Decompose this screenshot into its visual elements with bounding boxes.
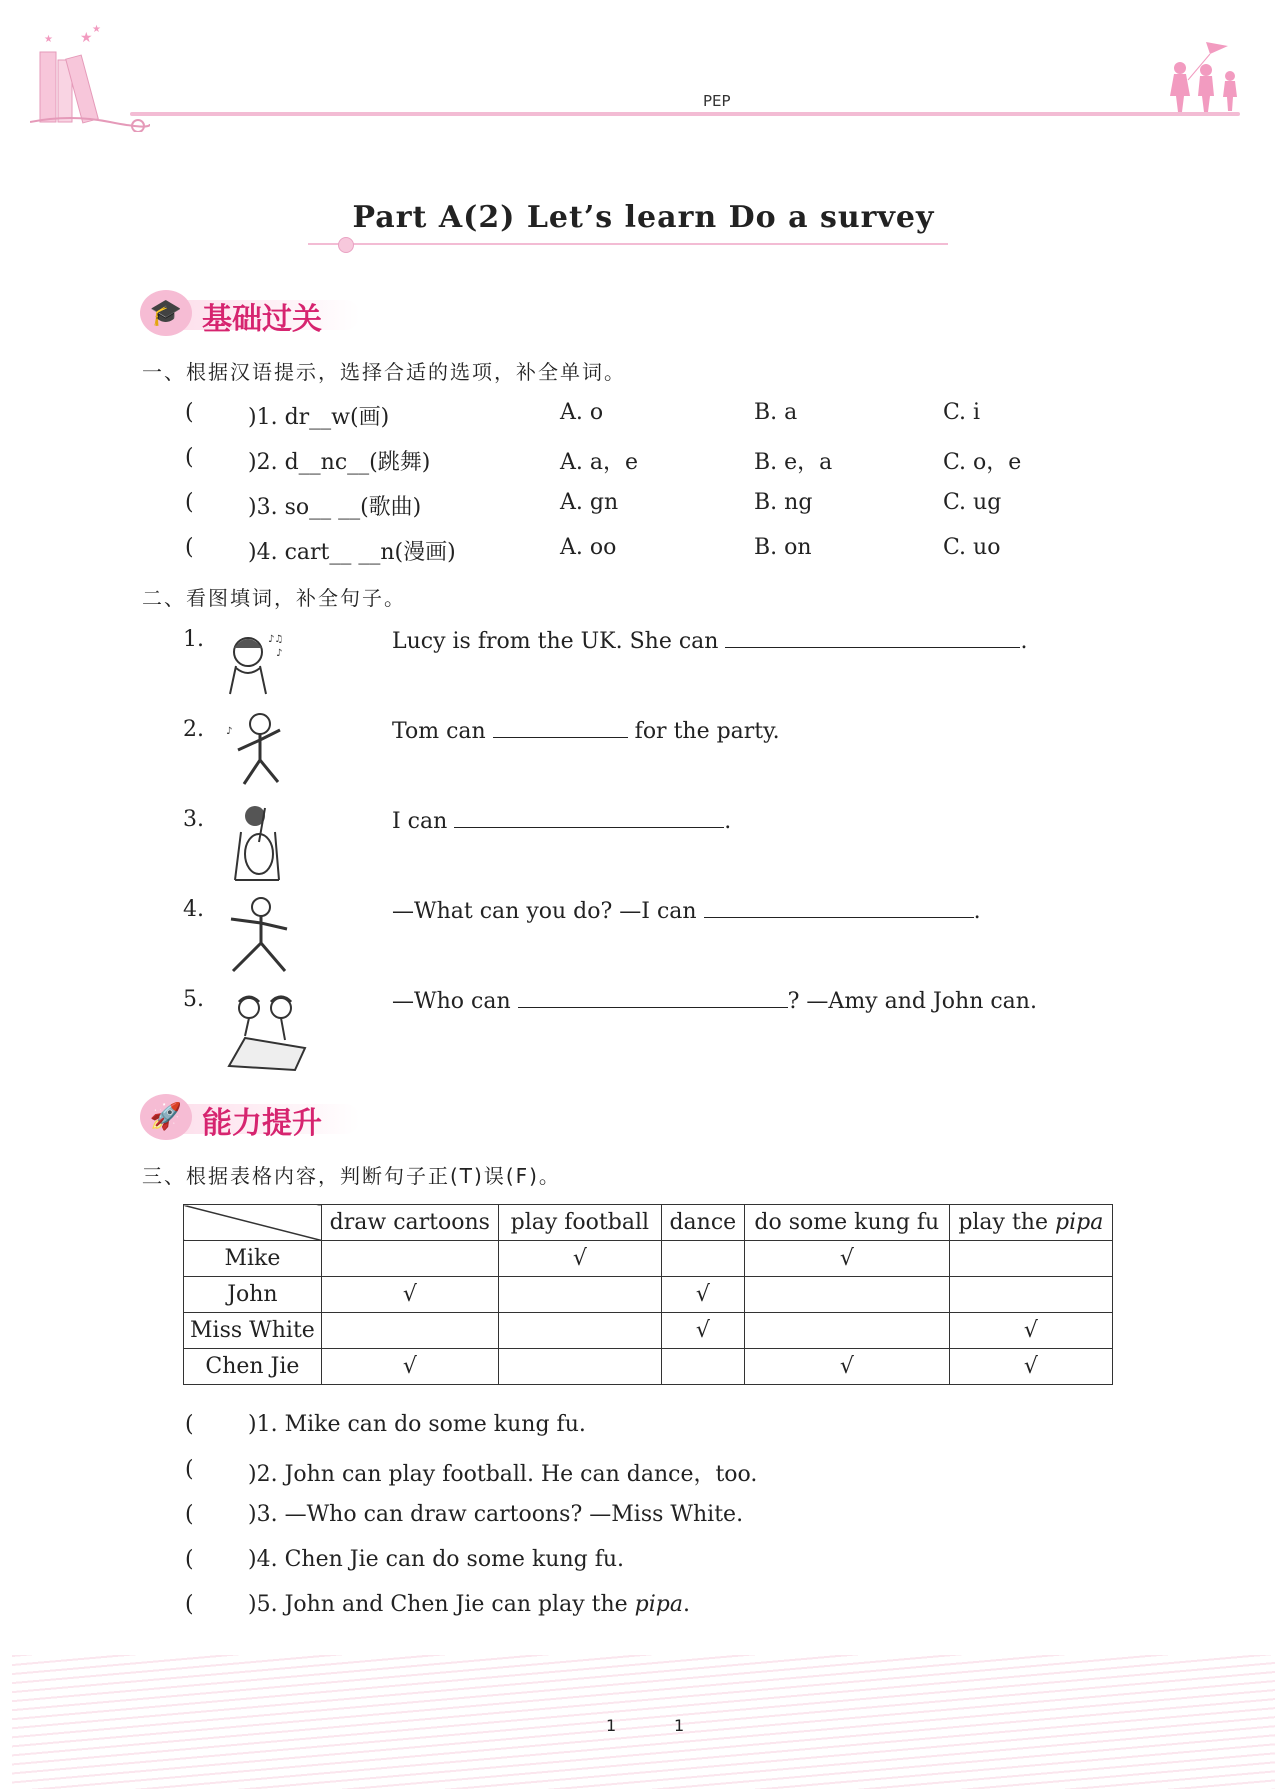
svg-text:♪: ♪ <box>276 648 283 659</box>
table-cell: √ <box>661 1277 744 1313</box>
picture-drawing-kids <box>225 992 305 1062</box>
header-italic: pipa <box>1055 1210 1104 1235</box>
statement-italic: pipa <box>634 1592 683 1617</box>
table-row <box>184 1277 1113 1313</box>
table-cell: √ <box>661 1313 744 1349</box>
header-kids <box>1158 40 1248 115</box>
q1-stem: )2. d__nc__(跳舞) <box>248 450 431 475</box>
survey-table <box>183 1204 1113 1385</box>
table-cell: √ <box>321 1349 498 1385</box>
q3-statement: )1. Mike can do some kung fu. <box>248 1412 586 1437</box>
table-header-row <box>184 1205 1113 1241</box>
q1-stem: )1. dr__w(画) <box>248 405 390 430</box>
table-cell <box>661 1241 744 1277</box>
kung-fu-icon <box>225 895 295 977</box>
drawing-kids-icon <box>225 992 307 1072</box>
graduation-cap-icon: 🎓 <box>140 290 192 336</box>
table-cell <box>744 1277 949 1313</box>
q2-number: 1. <box>183 627 204 652</box>
answer-paren[interactable]: ( <box>185 400 194 425</box>
table-cell <box>498 1313 661 1349</box>
svg-text:♪♫: ♪♫ <box>268 634 284 645</box>
row-name: John <box>184 1277 322 1313</box>
table-row <box>184 1313 1113 1349</box>
table-row <box>184 1241 1113 1277</box>
sentence-text: Tom can <box>392 719 486 744</box>
table-cell: √ <box>321 1277 498 1313</box>
table-cell: √ <box>949 1313 1112 1349</box>
sentence-text: —What can you do? —I can <box>392 899 697 924</box>
section-banner-advanced <box>140 1094 370 1142</box>
banner-label: 基础过关 <box>202 302 322 337</box>
table-cell <box>498 1349 661 1385</box>
picture-dancing-boy <box>220 710 300 780</box>
option-b: B. e，a <box>754 450 833 475</box>
title-dot <box>338 237 354 253</box>
dancing-boy-icon <box>220 710 300 790</box>
table-cell <box>949 1241 1112 1277</box>
section-banner-basic <box>140 290 370 338</box>
table-row <box>184 1349 1113 1385</box>
q3-statement: )3. —Who can draw cartoons? —Miss White. <box>248 1502 744 1527</box>
q2-instruction: 二、看图填词，补全句子。 <box>142 586 406 610</box>
answer-paren[interactable]: ( <box>185 1547 194 1572</box>
page-number-right: 1 <box>674 1716 685 1735</box>
table-cell: √ <box>949 1349 1112 1385</box>
q2-sentence <box>392 627 1027 654</box>
sentence-end: . <box>724 809 732 834</box>
svg-text:★: ★ <box>80 30 93 46</box>
svg-text:★: ★ <box>44 34 53 45</box>
q3-statement <box>248 1592 690 1617</box>
q2-number: 2. <box>183 717 204 742</box>
answer-blank[interactable] <box>704 897 974 918</box>
option-a: A. oo <box>560 535 617 560</box>
q3-instruction: 三、根据表格内容，判断句子正(T)误(F)。 <box>142 1164 561 1188</box>
sentence-end: . <box>973 899 981 924</box>
svg-text:★: ★ <box>92 24 101 35</box>
sentence-text: Lucy is from the UK. She can <box>392 629 719 654</box>
answer-paren[interactable]: ( <box>185 1457 194 1482</box>
table-header: play football <box>498 1205 661 1241</box>
table-header: do some kung fu <box>744 1205 949 1241</box>
sentence-end: . <box>1020 629 1028 654</box>
q2-sentence <box>392 987 1037 1014</box>
table-cell: √ <box>498 1241 661 1277</box>
option-a: A. a，e <box>560 450 639 475</box>
table-cell <box>744 1313 949 1349</box>
answer-blank[interactable] <box>454 807 724 828</box>
q3-statement: )4. Chen Jie can do some kung fu. <box>248 1547 624 1572</box>
banner-label: 能力提升 <box>202 1106 322 1141</box>
statement-text: )5. John and Chen Jie can play the <box>248 1592 635 1617</box>
page-title: Part A(2) Let’s learn Do a survey <box>352 200 935 235</box>
table-cell: √ <box>744 1241 949 1277</box>
q2-sentence <box>392 807 731 834</box>
page-number-left: 1 <box>606 1716 617 1735</box>
singing-girl-icon <box>220 628 300 698</box>
answer-paren[interactable]: ( <box>185 1592 194 1617</box>
answer-paren[interactable]: ( <box>185 535 194 560</box>
table-header <box>949 1205 1112 1241</box>
answer-blank[interactable] <box>518 987 788 1008</box>
table-cell <box>498 1277 661 1313</box>
table-cell <box>949 1277 1112 1313</box>
answer-paren[interactable]: ( <box>185 1502 194 1527</box>
header-rule <box>130 112 1240 116</box>
picture-playing-pipa <box>225 802 305 872</box>
row-name: Mike <box>184 1241 322 1277</box>
table-cell <box>661 1349 744 1385</box>
picture-kung-fu <box>225 895 305 965</box>
option-b: B. ng <box>754 490 813 515</box>
q3-statement: )2. John can play football. He can dance，too. <box>248 1462 758 1487</box>
row-name: Chen Jie <box>184 1349 322 1385</box>
q1-instruction: 一、根据汉语提示，选择合适的选项，补全单词。 <box>142 360 626 384</box>
option-c: C. i <box>943 400 981 425</box>
table-cell: √ <box>744 1349 949 1385</box>
q2-sentence <box>392 897 981 924</box>
answer-paren[interactable]: ( <box>185 490 194 515</box>
answer-blank[interactable] <box>493 717 628 738</box>
title-rule <box>308 243 948 245</box>
statement-end: . <box>682 1592 690 1617</box>
rocket-icon: 🚀 <box>140 1094 192 1140</box>
table-cell <box>321 1313 498 1349</box>
sentence-end: ? —Amy and John can. <box>787 989 1037 1014</box>
svg-text:♪: ♪ <box>226 726 233 737</box>
q2-sentence <box>392 717 780 744</box>
option-c: C. ug <box>943 490 1002 515</box>
sentence-text: I can <box>392 809 448 834</box>
q2-number: 3. <box>183 807 204 832</box>
option-a: A. gn <box>560 490 619 515</box>
answer-paren[interactable]: ( <box>185 1412 194 1437</box>
kids-silhouette-icon <box>1158 40 1248 115</box>
header-text: play the <box>958 1210 1055 1235</box>
header-series: PEP <box>703 92 731 110</box>
option-b: B. on <box>754 535 812 560</box>
footer-band <box>12 1655 1275 1789</box>
sentence-text: —Who can <box>392 989 511 1014</box>
table-cell <box>321 1241 498 1277</box>
pipa-player-icon <box>225 802 295 884</box>
q1-stem: )4. cart__ __n(漫画) <box>248 540 456 565</box>
q1-stem: )3. so__ __(歌曲) <box>248 495 422 520</box>
sentence-end: for the party. <box>634 719 780 744</box>
answer-blank[interactable] <box>725 627 1020 648</box>
row-name: Miss White <box>184 1313 322 1349</box>
option-b: B. a <box>754 400 798 425</box>
q2-number: 5. <box>183 987 204 1012</box>
picture-singing-girl <box>220 628 300 698</box>
table-header: dance <box>661 1205 744 1241</box>
answer-paren[interactable]: ( <box>185 445 194 470</box>
q2-number: 4. <box>183 897 204 922</box>
option-c: C. o，e <box>943 450 1022 475</box>
option-c: C. uo <box>943 535 1001 560</box>
table-header: draw cartoons <box>321 1205 498 1241</box>
table-corner-cell <box>184 1205 322 1241</box>
option-a: A. o <box>560 400 604 425</box>
